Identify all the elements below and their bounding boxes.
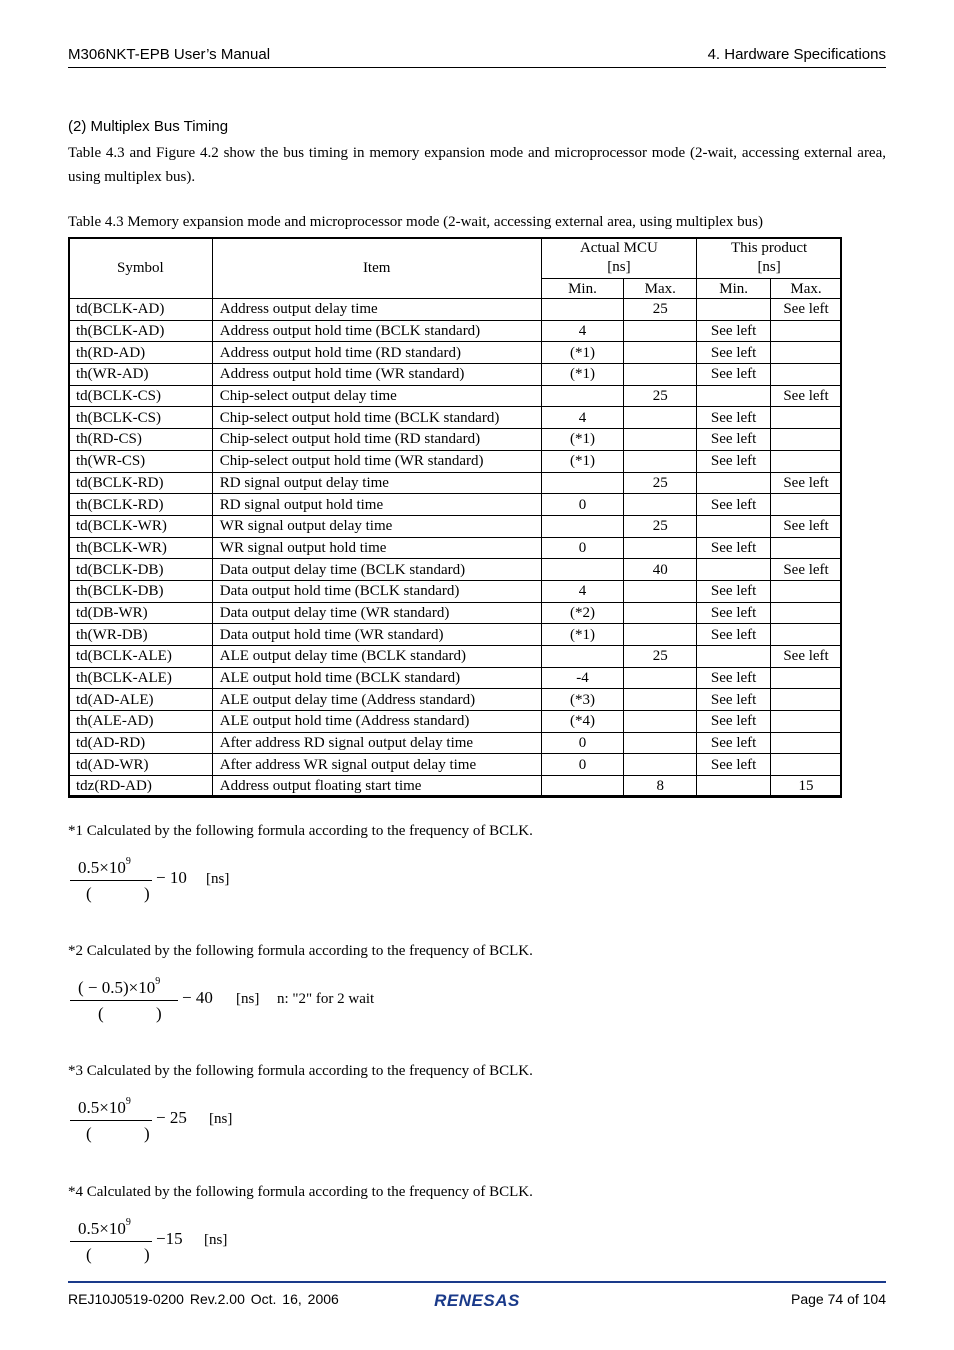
- cell-product-min: See left: [697, 580, 771, 602]
- cell-mcu-max: [624, 689, 697, 711]
- cell-item: Address output floating start time: [212, 776, 541, 798]
- renesas-logo-icon: [420, 1288, 534, 1312]
- cell-product-min: [697, 646, 771, 668]
- cell-product-min: See left: [697, 754, 771, 776]
- cell-mcu-max: 25: [624, 515, 697, 537]
- fraction-bar: [70, 1120, 152, 1121]
- cell-item: Data output hold time (WR standard): [212, 624, 541, 646]
- cell-item: Address output hold time (WR standard): [212, 364, 541, 386]
- cell-mcu-max: [624, 754, 697, 776]
- cell-symbol: th(WR-AD): [69, 364, 213, 386]
- formula-denominator-open: (: [86, 1124, 92, 1143]
- footnote-text: *4 Calculated by the following formula according to the frequency of BCLK.: [68, 1184, 533, 1200]
- cell-item: ALE output hold time (BCLK standard): [212, 667, 541, 689]
- cell-product-max: [771, 537, 842, 559]
- cell-symbol: th(BCLK-RD): [69, 494, 213, 516]
- formula-numerator: ( − $0.5)\times 10^9$: [78, 976, 161, 997]
- cell-item: Chip-select output hold time (RD standard): [212, 429, 541, 451]
- table-body: [69, 299, 842, 798]
- cell-product-max: [771, 494, 842, 516]
- header-mcu-max: Max.: [624, 279, 697, 299]
- cell-item: ALE output delay time (Address standard): [212, 689, 541, 711]
- table-row: [69, 537, 842, 559]
- formula-unit: [ns]: [236, 991, 260, 1007]
- cell-mcu-min: [541, 646, 624, 668]
- page-number: Page 74 of 104: [791, 1291, 886, 1307]
- formula-numerator: $0.5\times 10^9$: [78, 856, 131, 877]
- cell-mcu-min: 4: [541, 407, 624, 429]
- header-this-product: This product [ns]: [697, 238, 842, 279]
- cell-symbol: th(WR-DB): [69, 624, 213, 646]
- table-row: [69, 450, 842, 472]
- cell-mcu-max: [624, 450, 697, 472]
- cell-item: After address WR signal output delay time: [212, 754, 541, 776]
- table-row: [69, 320, 842, 342]
- cell-item: RD signal output hold time: [212, 494, 541, 516]
- cell-mcu-max: [624, 429, 697, 451]
- cell-mcu-max: [624, 537, 697, 559]
- table-row: [69, 342, 842, 364]
- footer-rule: [68, 1281, 886, 1283]
- cell-product-max: See left: [771, 515, 842, 537]
- cell-product-max: [771, 320, 842, 342]
- cell-item: After address RD signal output delay time: [212, 732, 541, 754]
- fraction-bar: [70, 880, 152, 881]
- cell-symbol: th(WR-CS): [69, 450, 213, 472]
- header-product-min: Min.: [697, 279, 771, 299]
- cell-product-min: See left: [697, 624, 771, 646]
- table-row: [69, 299, 842, 321]
- fraction-bar: [70, 1000, 178, 1001]
- cell-product-max: [771, 580, 842, 602]
- cell-product-max: [771, 711, 842, 733]
- cell-symbol: tdz(RD-AD): [69, 776, 213, 798]
- table-row: [69, 515, 842, 537]
- cell-item: Address output hold time (RD standard): [212, 342, 541, 364]
- cell-mcu-max: [624, 711, 697, 733]
- cell-item: Chip-select output hold time (WR standard): [212, 450, 541, 472]
- cell-product-min: See left: [697, 320, 771, 342]
- chapter-title: 4. Hardware Specifications: [707, 46, 886, 63]
- footnote-text: *3 Calculated by the following formula according to the frequency of BCLK.: [68, 1063, 533, 1079]
- cell-mcu-min: 4: [541, 320, 624, 342]
- formula-exponent: 9: [155, 976, 161, 987]
- cell-mcu-min: (*1): [541, 450, 624, 472]
- cell-product-max: [771, 667, 842, 689]
- cell-product-min: See left: [697, 689, 771, 711]
- fraction-bar: [70, 1241, 152, 1242]
- cell-product-max: [771, 450, 842, 472]
- cell-symbol: th(BCLK-AD): [69, 320, 213, 342]
- cell-product-min: [697, 776, 771, 798]
- cell-mcu-min: [541, 299, 624, 321]
- cell-product-max: See left: [771, 299, 842, 321]
- cell-product-min: See left: [697, 429, 771, 451]
- cell-mcu-min: (*3): [541, 689, 624, 711]
- cell-mcu-max: [624, 494, 697, 516]
- cell-product-max: [771, 364, 842, 386]
- header-actual-mcu: Actual MCU [ns]: [541, 238, 697, 279]
- cell-symbol: td(BCLK-WR): [69, 515, 213, 537]
- table-row: [69, 559, 842, 581]
- cell-product-max: [771, 754, 842, 776]
- cell-product-max: 15: [771, 776, 842, 798]
- formula-numerator: $0.5\times 10^9$: [78, 1096, 131, 1117]
- table-row: [69, 711, 842, 733]
- cell-symbol: td(AD-RD): [69, 732, 213, 754]
- cell-mcu-max: [624, 320, 697, 342]
- header-product-max: Max.: [771, 279, 842, 299]
- cell-mcu-min: 0: [541, 494, 624, 516]
- cell-mcu-min: (*1): [541, 364, 624, 386]
- cell-product-min: See left: [697, 407, 771, 429]
- formula-exponent: 9: [125, 1096, 131, 1107]
- cell-symbol: td(AD-WR): [69, 754, 213, 776]
- document-id: REJ10J0519-0200 Rev.2.00 Oct. 16, 2006: [68, 1291, 339, 1307]
- cell-mcu-max: 25: [624, 646, 697, 668]
- logo-text: RENESAS: [434, 1291, 520, 1310]
- formula-numerator: $0.5\times 10^9$: [78, 1217, 131, 1238]
- table-row: [69, 494, 842, 516]
- table-row: [69, 602, 842, 624]
- manual-title: M306NKT-EPB User’s Manual: [68, 46, 271, 63]
- table-row: [69, 624, 842, 646]
- cell-mcu-max: 40: [624, 559, 697, 581]
- cell-product-max: [771, 602, 842, 624]
- cell-mcu-max: 8: [624, 776, 697, 798]
- table-row: [69, 732, 842, 754]
- cell-mcu-min: [541, 559, 624, 581]
- cell-mcu-min: 0: [541, 537, 624, 559]
- cell-mcu-max: 25: [624, 385, 697, 407]
- cell-symbol: td(AD-ALE): [69, 689, 213, 711]
- cell-item: ALE output hold time (Address standard): [212, 711, 541, 733]
- cell-mcu-min: (*2): [541, 602, 624, 624]
- formula-unit: [ns]: [206, 871, 230, 887]
- cell-product-min: [697, 472, 771, 494]
- cell-mcu-max: 25: [624, 472, 697, 494]
- formula-minus-term: − 10: [156, 868, 187, 887]
- cell-item: Chip-select output delay time: [212, 385, 541, 407]
- table-row: [69, 580, 842, 602]
- cell-mcu-min: [541, 776, 624, 798]
- cell-product-min: See left: [697, 342, 771, 364]
- table-row: [69, 407, 842, 429]
- cell-symbol: td(BCLK-RD): [69, 472, 213, 494]
- formula-denominator-close: ): [144, 1245, 150, 1264]
- cell-product-max: See left: [771, 472, 842, 494]
- cell-mcu-max: [624, 732, 697, 754]
- section-heading: (2) Multiplex Bus Timing: [68, 118, 229, 135]
- cell-item: Data output delay time (BCLK standard): [212, 559, 541, 581]
- formula-unit: [ns]: [209, 1111, 233, 1127]
- formula-exponent: 9: [125, 856, 131, 867]
- cell-mcu-max: 25: [624, 299, 697, 321]
- cell-mcu-max: [624, 580, 697, 602]
- formula-denominator-open: (: [86, 1245, 92, 1264]
- cell-symbol: th(BCLK-WR): [69, 537, 213, 559]
- cell-symbol: th(BCLK-CS): [69, 407, 213, 429]
- formula-unit: [ns]: [204, 1232, 228, 1248]
- cell-item: Data output delay time (WR standard): [212, 602, 541, 624]
- cell-symbol: th(BCLK-DB): [69, 580, 213, 602]
- formula-exponent: 9: [125, 1217, 131, 1228]
- table-row: [69, 429, 842, 451]
- cell-item: RD signal output delay time: [212, 472, 541, 494]
- cell-product-max: [771, 429, 842, 451]
- cell-mcu-max: [624, 602, 697, 624]
- footnote-text: *1 Calculated by the following formula according to the frequency of BCLK.: [68, 823, 533, 839]
- cell-symbol: td(BCLK-CS): [69, 385, 213, 407]
- cell-symbol: th(ALE-AD): [69, 711, 213, 733]
- cell-mcu-min: (*1): [541, 429, 624, 451]
- cell-symbol: td(BCLK-DB): [69, 559, 213, 581]
- table-row: [69, 364, 842, 386]
- formula-denominator-close: ): [144, 1124, 150, 1143]
- intro-paragraph: Table 4.3 and Figure 4.2 show the bus timing in memory expansion mode and microprocessor mode (2-wait, accessing external area, using multiplex bus).: [68, 145, 886, 185]
- cell-mcu-max: [624, 624, 697, 646]
- cell-product-min: See left: [697, 537, 771, 559]
- cell-item: WR signal output hold time: [212, 537, 541, 559]
- cell-symbol: td(DB-WR): [69, 602, 213, 624]
- table-row: [69, 689, 842, 711]
- cell-product-max: See left: [771, 559, 842, 581]
- cell-item: Address output delay time: [212, 299, 541, 321]
- cell-product-min: [697, 559, 771, 581]
- timing-table: [68, 237, 842, 798]
- cell-mcu-min: (*1): [541, 342, 624, 364]
- cell-item: Chip-select output hold time (BCLK standard): [212, 407, 541, 429]
- cell-mcu-min: [541, 385, 624, 407]
- cell-item: Data output hold time (BCLK standard): [212, 580, 541, 602]
- page-header: [68, 46, 886, 68]
- cell-product-max: [771, 689, 842, 711]
- cell-product-max: [771, 342, 842, 364]
- cell-mcu-min: 0: [541, 732, 624, 754]
- cell-product-max: [771, 624, 842, 646]
- cell-symbol: td(BCLK-ALE): [69, 646, 213, 668]
- formula-minus-term: −15: [156, 1229, 183, 1248]
- cell-mcu-min: -4: [541, 667, 624, 689]
- cell-product-max: See left: [771, 646, 842, 668]
- table-caption: Table 4.3 Memory expansion mode and microprocessor mode (2-wait, accessing external area, using multiplex bus): [68, 214, 763, 230]
- cell-item: WR signal output delay time: [212, 515, 541, 537]
- formula-minus-term: − 25: [156, 1108, 187, 1127]
- formula-denominator-close: ): [156, 1004, 162, 1023]
- cell-product-min: See left: [697, 667, 771, 689]
- cell-product-min: See left: [697, 494, 771, 516]
- formula-note: n: "2" for 2 wait: [277, 991, 375, 1007]
- header-symbol: Symbol: [69, 238, 213, 299]
- cell-mcu-max: [624, 364, 697, 386]
- cell-product-min: [697, 385, 771, 407]
- cell-symbol: th(RD-CS): [69, 429, 213, 451]
- cell-item: Address output hold time (BCLK standard): [212, 320, 541, 342]
- footnote-text: *2 Calculated by the following formula according to the frequency of BCLK.: [68, 943, 533, 959]
- table-row: [69, 667, 842, 689]
- cell-product-max: See left: [771, 385, 842, 407]
- cell-product-min: See left: [697, 732, 771, 754]
- formula-denominator-open: (: [86, 884, 92, 903]
- header-mcu-min: Min.: [541, 279, 624, 299]
- cell-product-max: [771, 732, 842, 754]
- cell-mcu-max: [624, 342, 697, 364]
- formula-minus-term: − 40: [182, 988, 213, 1007]
- table-row: [69, 776, 842, 798]
- cell-product-min: See left: [697, 450, 771, 472]
- cell-item: ALE output delay time (BCLK standard): [212, 646, 541, 668]
- header-rule: [68, 67, 886, 68]
- cell-product-min: [697, 299, 771, 321]
- table-row: [69, 472, 842, 494]
- formula-denominator-close: ): [144, 884, 150, 903]
- formula-denominator-open: (: [98, 1004, 104, 1023]
- cell-mcu-min: 4: [541, 580, 624, 602]
- cell-product-min: See left: [697, 364, 771, 386]
- cell-mcu-min: (*4): [541, 711, 624, 733]
- header-item: Item: [212, 238, 541, 299]
- cell-symbol: td(BCLK-AD): [69, 299, 213, 321]
- cell-product-min: See left: [697, 602, 771, 624]
- cell-mcu-min: 0: [541, 754, 624, 776]
- table-row: [69, 754, 842, 776]
- cell-mcu-min: (*1): [541, 624, 624, 646]
- cell-product-max: [771, 407, 842, 429]
- cell-mcu-min: [541, 472, 624, 494]
- cell-product-min: See left: [697, 711, 771, 733]
- cell-symbol: th(RD-AD): [69, 342, 213, 364]
- table-row: [69, 646, 842, 668]
- table-row: [69, 385, 842, 407]
- cell-mcu-min: [541, 515, 624, 537]
- cell-product-min: [697, 515, 771, 537]
- cell-symbol: th(BCLK-ALE): [69, 667, 213, 689]
- cell-mcu-max: [624, 407, 697, 429]
- cell-mcu-max: [624, 667, 697, 689]
